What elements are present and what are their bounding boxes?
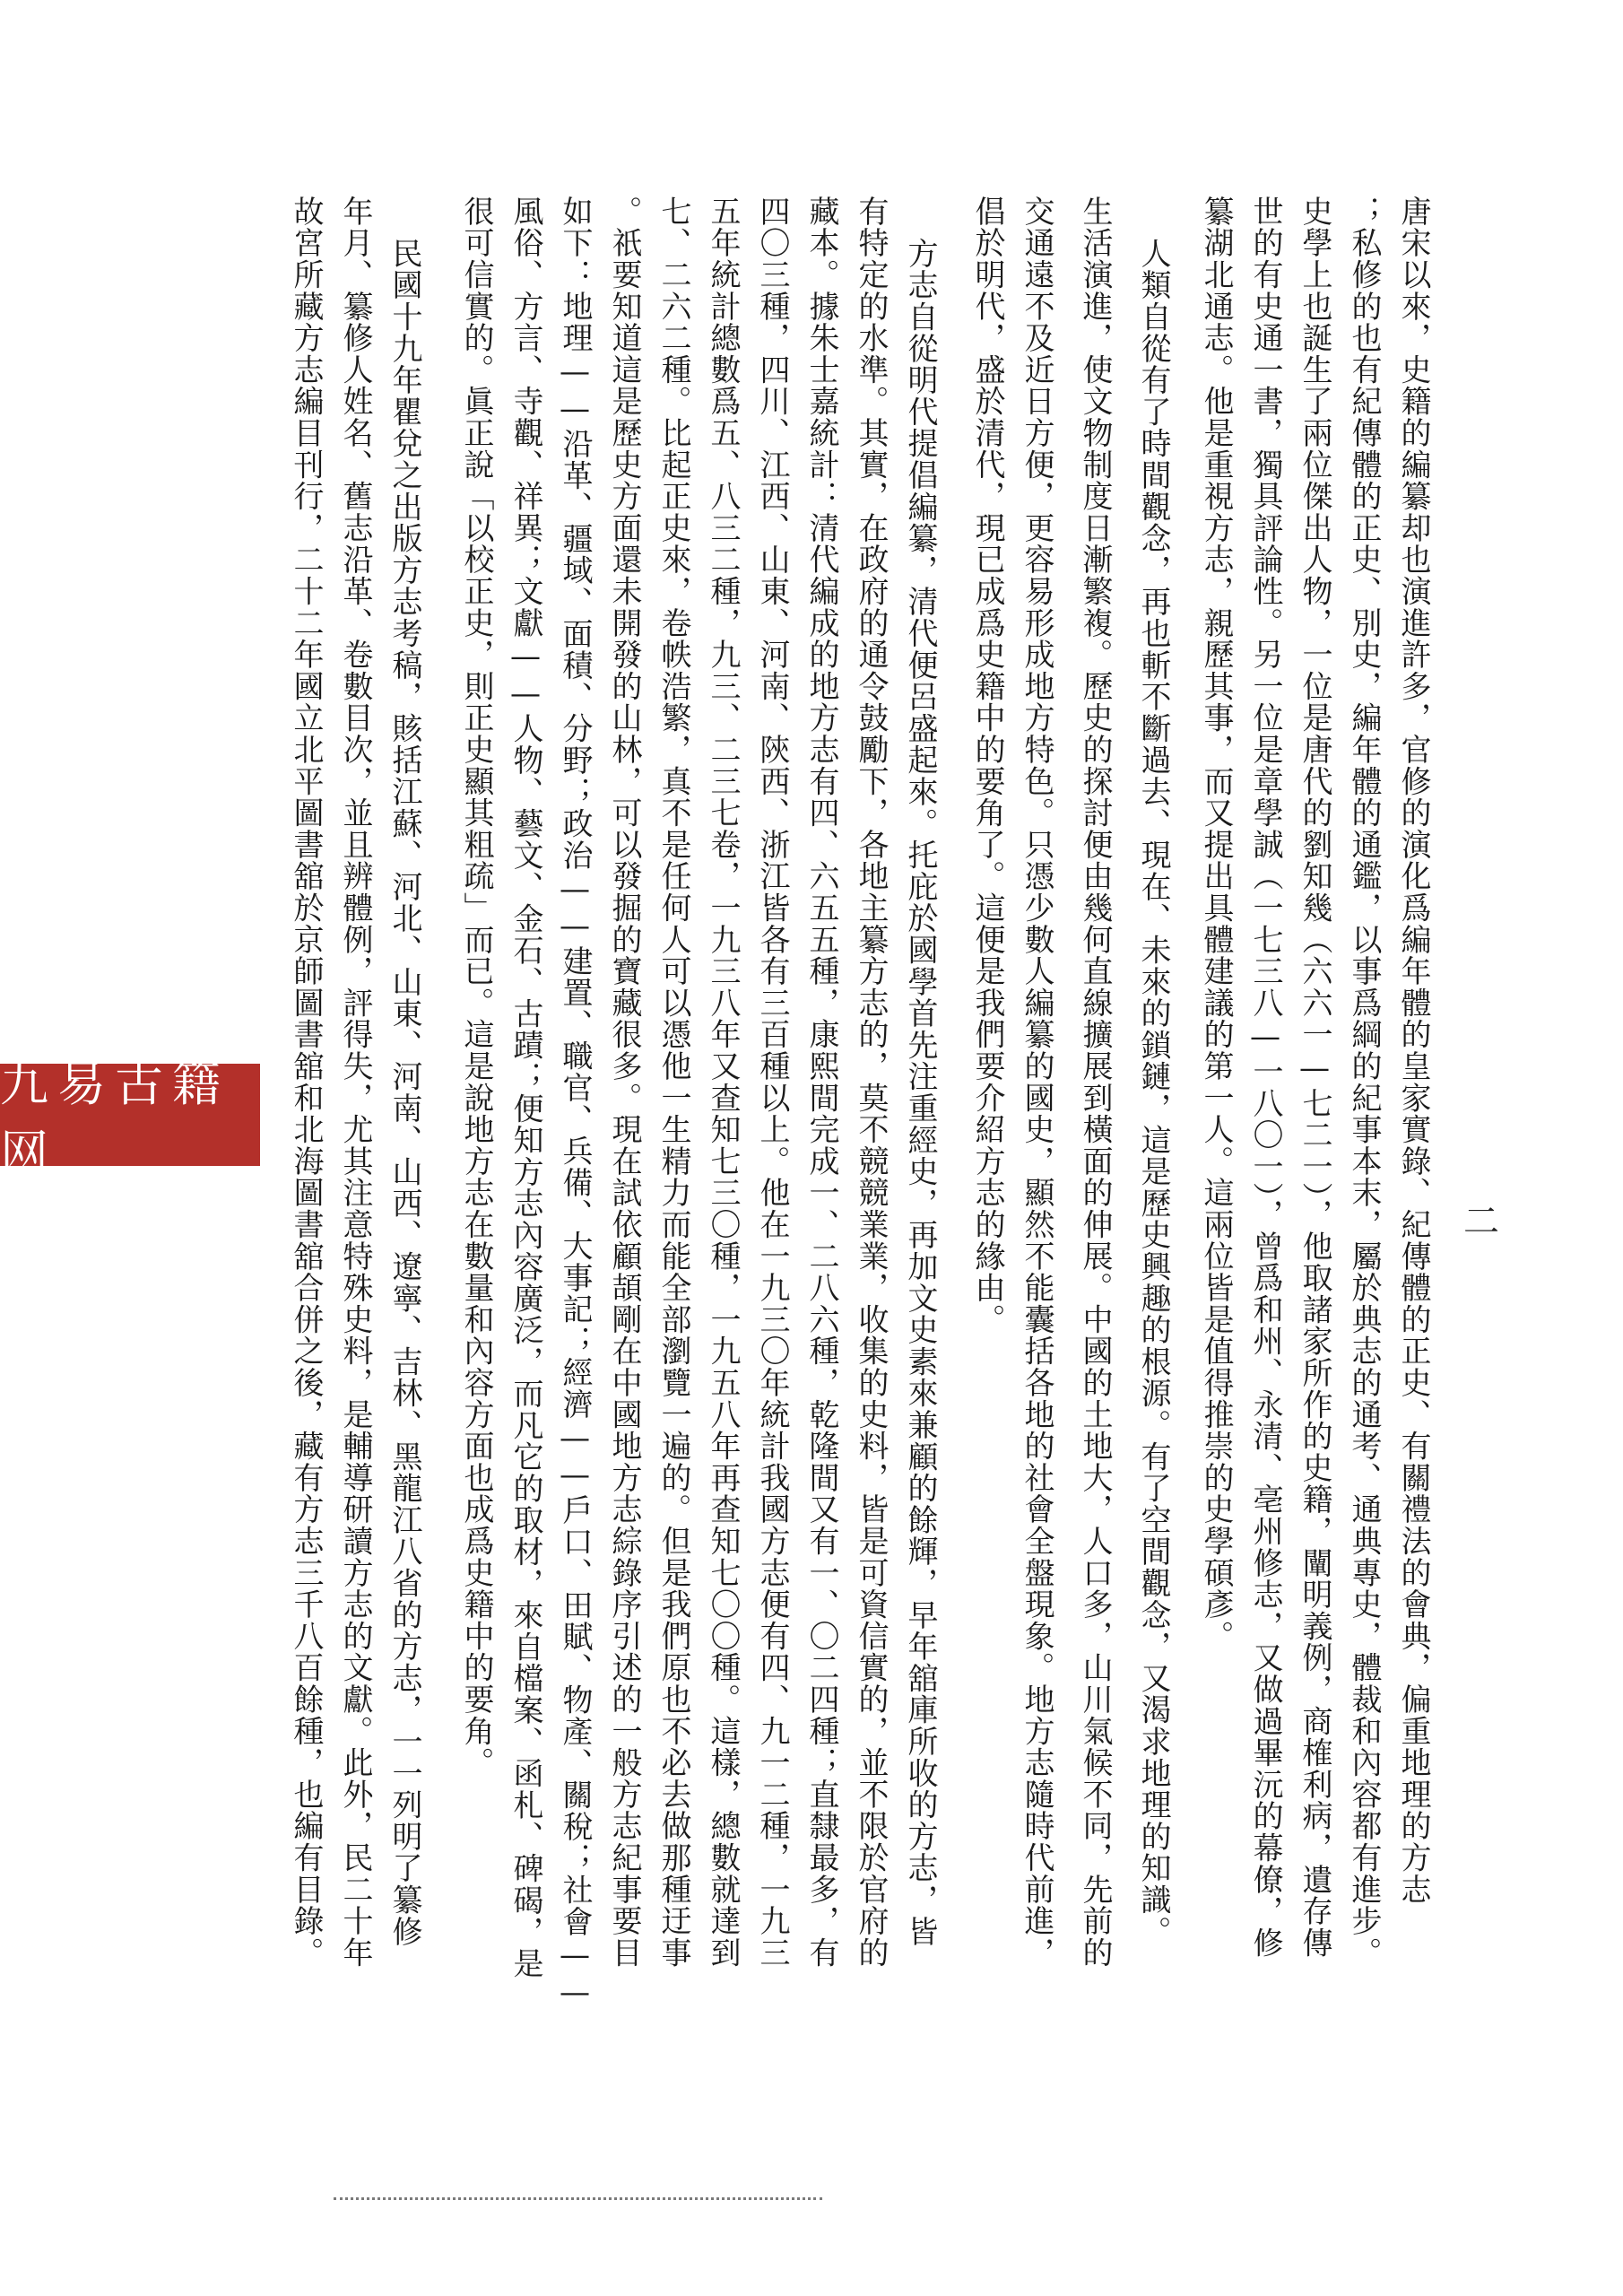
text-column: 五年統計總數爲五、八三二種，九三、二三七卷，一九三八年又查知七三〇種，一九五八年再查知七〇〇種。這樣，總數就達到 [705, 196, 741, 1969]
text-column: 故宮所藏方志編目刊行，二十二年國立北平圖書舘於京師圖書舘和北海圖書舘合併之後，藏有方志三千八百餘種，也編有目錄。 [288, 196, 324, 1969]
text-column: 倡於明代，盛於清代，現已成爲史籍中的要角了。這便是我們要介紹方志的緣由。 [969, 196, 1005, 1335]
text-column: 世的有史通一書，獨具評論性。另一位是章學誠（一七三八—一八〇一），曾爲和州、永清、亳州修志，又做過畢沅的幕僚，修 [1247, 196, 1283, 1959]
text-column: 藏本。據朱士嘉統計：清代編成的地方志有四、六五五種，康熙間完成一、二八六種，乾隆間又有一、〇二四種；直隸最多，有 [803, 196, 839, 1969]
text-column: 有特定的水準。其實，在政府的通令鼓勵下，各地主纂方志的，莫不競競業業，收集的史料，皆是可資信實的，並不限於官府的 [853, 196, 889, 1969]
text-column: 七、二六二種。比起正史來，卷帙浩繁，真不是任何人可以憑他一生精力而能全部瀏覽一遍的。但是我們原也不必去做那種迂事 [655, 196, 691, 1969]
text-column: 方志自從明代提倡編纂，清代便呂盛起來。托庇於國學首先注重經史，再加文史素來兼顧的餘輝，早年舘庫所收的方志，皆 [902, 238, 938, 1948]
bottom-rule [334, 2197, 822, 2200]
text-column: 四〇三種，四川、江西、山東、河南、陝西、浙江皆各有三百種以上。他在一九三〇年統計我國方志便有四、九一二種，一九三 [754, 196, 790, 1969]
text-column: 唐宋以來，史籍的編纂却也演進許多，官修的演化爲編年體的皇家實錄、紀傳體的正史、有關禮法的會典，偏重地理的方志 [1395, 196, 1431, 1906]
text-column: 生活演進，使文物制度日漸繁複。歷史的探討便由幾何直線擴展到橫面的伸展。中國的土地大，人口多，山川氣候不同，先前的 [1077, 196, 1113, 1969]
text-column: 史學上也誕生了兩位傑出人物，一位是唐代的劉知幾（六六一—七二一），他取諸家所作的史籍，闡明義例，商榷利病，遺存傳 [1297, 196, 1332, 1959]
text-column: ；私修的也有紀傳體的正史、別史，編年體的通鑑，以事爲綱的紀事本末，屬於典志的通考、通典專史，體裁和內容都有進步。 [1346, 196, 1382, 1969]
watermark-logo [0, 1056, 260, 1181]
page-number: 二 [1463, 1201, 1499, 1242]
watermark-text: 九易古籍网 [0, 1056, 230, 1181]
text-column: 交通遠不及近日方便，更容易形成地方特色。只憑少數人編纂的國史，顯然不能囊括各地的社會全盤現象。地方志隨時代前進， [1019, 196, 1055, 1969]
text-column: 很可信實的。眞正說「以校正史，則正史顯其粗疏」而已。這是說地方志在數量和內容方面也成爲史籍中的要角。 [458, 196, 494, 1779]
text-column: 人類自從有了時間觀念，再也斬不斷過去、現在、未來的鎖鏈，這是歷史興趣的根源。有了空間觀念，又渴求地理的知識。 [1135, 238, 1171, 1948]
text-column: 民國十九年瞿兌之出版方志考稿，賅括江蘇、河北、山東、河南、山西、遼寧、吉林、黑龍江八省的方志，一一列明了纂修 [386, 238, 422, 1948]
text-column: 年月、纂修人姓名、舊志沿革、卷數目次，並且辨體例，評得失，尤其注意特殊史料，是輔導研讀方志的文獻。此外，民二十年 [337, 196, 373, 1969]
text-column: 如下：地理——沿革、疆域、面積、分野；政治——建置、職官、兵備、大事記；經濟——戶口、田賦、物產、關稅；社會—— [557, 196, 593, 2012]
text-column: 。祇要知道這是歷史方面還未開發的山林，可以發掘的寶藏很多。現在試依顧頡剛在中國地方志綜錄序引述的一般方志紀事要目 [606, 196, 642, 1969]
text-column: 風俗、方言、寺觀、祥異；文獻——人物、藝文、金石、古蹟；便知方志內容廣泛，而凡它的取材，來自檔案、函札、碑碣，是 [508, 196, 543, 1979]
text-column: 纂湖北通志。他是重視方志，親歷其事，而又提出具體建議的第一人。這兩位皆是值得推崇的史學碩彥。 [1198, 196, 1234, 1652]
